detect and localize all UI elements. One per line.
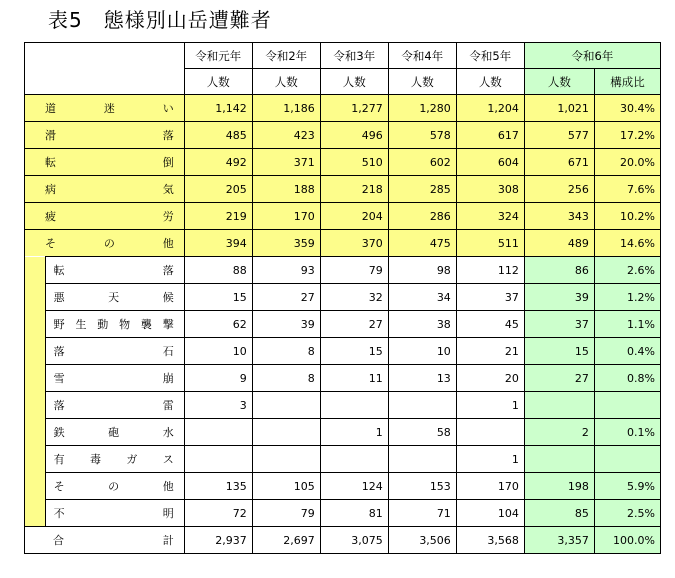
row-label-char: 候 [162,291,174,304]
count-cell: 21 [456,338,524,365]
ratio-cell: 0.4% [594,338,660,365]
count-cell: 170 [252,203,320,230]
row-label-text [53,532,174,548]
subcategory-row [25,284,661,311]
ratio-cell: 2.5% [594,500,660,527]
count-cell: 371 [252,149,320,176]
ratio-cell: 0.8% [594,365,660,392]
count-cell: 256 [524,176,594,203]
ratio-cell: 7.6% [594,176,660,203]
row-label-text [54,451,174,467]
subcategory-label [45,365,184,392]
row-label-char: 襲 [140,318,152,331]
row-label-text [54,370,174,386]
ratio-cell: 5.9% [594,473,660,500]
row-label-text [45,181,174,197]
count-cell: 81 [320,500,388,527]
category-row [25,176,661,203]
row-label-char: 雷 [162,399,174,412]
row-label-char: 有 [53,453,65,466]
subcategory-row [25,365,661,392]
row-label-char: 計 [162,534,174,547]
row-label-text [45,127,174,143]
total-count-cell: 3,357 [524,527,594,554]
row-label-char: 疲 [45,210,56,223]
subcategory-label [45,500,184,527]
subcategory-row [25,473,661,500]
count-cell: 475 [388,230,456,257]
count-cell: 188 [252,176,320,203]
count-cell: 39 [524,284,594,311]
count-cell: 58 [388,419,456,446]
count-cell: 72 [184,500,252,527]
count-cell: 423 [252,122,320,149]
count-cell: 489 [524,230,594,257]
count-cell: 205 [184,176,252,203]
header-count: 人数 [456,69,524,95]
count-cell: 86 [524,257,594,284]
row-label-char: 悪 [53,291,65,304]
category-row [25,122,661,149]
total-row [25,527,661,554]
row-label-char: 動 [97,318,109,331]
row-label-char: ガ [126,453,138,466]
category-label [25,176,185,203]
row-label-char: 合 [53,534,64,547]
header-ratio: 構成比 [594,69,660,95]
count-cell: 1,204 [456,95,524,122]
count-cell [388,392,456,419]
count-cell: 39 [252,311,320,338]
count-cell: 93 [252,257,320,284]
count-cell [252,446,320,473]
ratio-cell: 0.1% [594,419,660,446]
row-label-char: ス [162,453,174,466]
subcategory-row [25,419,661,446]
count-cell [184,419,252,446]
row-label-char: 生 [75,318,87,331]
row-label-text [54,316,174,332]
row-label-char: 明 [162,507,174,520]
count-cell: 10 [184,338,252,365]
header-corner-cell [25,43,185,95]
subcategory-row [25,338,661,365]
category-row [25,149,661,176]
subcategory-row [25,257,661,284]
row-label-char: 落 [53,345,65,358]
count-cell: 1 [320,419,388,446]
row-label-text [45,154,174,170]
row-label-text [45,208,174,224]
row-label-char: 落 [162,129,174,142]
header-count: 人数 [388,69,456,95]
category-label [25,149,185,176]
header-count: 人数 [320,69,388,95]
count-cell: 105 [252,473,320,500]
count-cell: 88 [184,257,252,284]
count-cell: 308 [456,176,524,203]
subcategory-row [25,500,661,527]
row-label-char: 倒 [162,156,174,169]
ratio-cell [594,446,660,473]
row-label-char: 砲 [108,426,120,439]
row-label-char: 他 [162,480,174,493]
count-cell: 27 [252,284,320,311]
total-count-cell: 3,075 [320,527,388,554]
indent-bar [25,446,46,473]
row-label-char: 撃 [162,318,174,331]
count-cell: 8 [252,365,320,392]
count-cell: 27 [320,311,388,338]
count-cell [320,392,388,419]
row-label-char: の [103,237,115,250]
total-label [25,527,185,554]
ratio-cell: 1.1% [594,311,660,338]
count-cell: 1 [456,392,524,419]
count-cell: 394 [184,230,252,257]
row-label-char: 野 [53,318,65,331]
total-count-cell: 2,937 [184,527,252,554]
row-label-text [54,289,174,305]
header-year: 令和5年 [456,43,524,69]
row-label-char: 気 [162,183,174,196]
count-cell: 71 [388,500,456,527]
count-cell: 170 [456,473,524,500]
count-cell: 359 [252,230,320,257]
count-cell: 38 [388,311,456,338]
row-label-char: そ [45,237,56,250]
indent-bar [25,365,46,392]
count-cell: 13 [388,365,456,392]
indent-bar [25,257,46,284]
subcategory-row [25,311,661,338]
indent-bar [25,419,46,446]
total-count-cell: 3,506 [388,527,456,554]
row-label-char: 崩 [162,372,174,385]
count-cell: 37 [456,284,524,311]
count-cell: 285 [388,176,456,203]
count-cell: 343 [524,203,594,230]
row-label-char: い [162,102,174,115]
count-cell: 9 [184,365,252,392]
indent-bar [25,473,46,500]
category-row [25,203,661,230]
count-cell: 153 [388,473,456,500]
count-cell: 1,186 [252,95,320,122]
row-label-text [54,397,174,413]
count-cell: 34 [388,284,456,311]
mountain-accident-table [24,42,661,554]
indent-bar [25,311,46,338]
indent-bar [25,284,46,311]
row-label-char: 天 [108,291,120,304]
header-count: 人数 [524,69,594,95]
count-cell: 671 [524,149,594,176]
subcategory-label [45,284,184,311]
row-label-char: 滑 [45,129,56,142]
row-label-char: 物 [119,318,131,331]
ratio-cell: 10.2% [594,203,660,230]
count-cell [388,446,456,473]
row-label-char: 労 [162,210,174,223]
subcategory-label [45,392,184,419]
count-cell: 124 [320,473,388,500]
count-cell: 104 [456,500,524,527]
count-cell: 27 [524,365,594,392]
subcategory-label [45,419,184,446]
header-year: 令和元年 [184,43,252,69]
total-ratio-cell: 100.0% [594,527,660,554]
header-year: 令和4年 [388,43,456,69]
row-label-char: 道 [45,102,56,115]
count-cell: 492 [184,149,252,176]
count-cell: 37 [524,311,594,338]
row-label-text [54,424,174,440]
subcategory-row [25,392,661,419]
ratio-cell [594,392,660,419]
header-year: 令和2年 [252,43,320,69]
row-label-char: 石 [162,345,174,358]
row-label-char: 転 [53,264,65,277]
header-count: 人数 [184,69,252,95]
row-label-char: 鉄 [53,426,65,439]
row-label-text [45,235,174,251]
row-label-char: 転 [45,156,56,169]
count-cell: 577 [524,122,594,149]
count-cell: 286 [388,203,456,230]
count-cell [320,446,388,473]
count-cell: 604 [456,149,524,176]
count-cell: 1,142 [184,95,252,122]
category-label [25,122,185,149]
header-year: 令和3年 [320,43,388,69]
count-cell: 15 [184,284,252,311]
header-row-years [25,43,661,69]
category-row [25,95,661,122]
count-cell [252,392,320,419]
count-cell [524,446,594,473]
row-label-char: 病 [45,183,56,196]
count-cell: 1,021 [524,95,594,122]
count-cell: 45 [456,311,524,338]
count-cell: 1,280 [388,95,456,122]
ratio-cell: 20.0% [594,149,660,176]
total-count-cell: 3,568 [456,527,524,554]
count-cell: 204 [320,203,388,230]
row-label-char: 他 [162,237,174,250]
count-cell: 511 [456,230,524,257]
category-label [25,203,185,230]
indent-bar [25,500,46,527]
ratio-cell: 14.6% [594,230,660,257]
count-cell: 8 [252,338,320,365]
count-cell: 11 [320,365,388,392]
row-label-char: 迷 [103,102,115,115]
row-label-char: の [108,480,120,493]
count-cell: 62 [184,311,252,338]
row-label-text [54,505,174,521]
count-cell: 3 [184,392,252,419]
row-label-text [54,478,174,494]
row-label-text [54,262,174,278]
count-cell: 135 [184,473,252,500]
count-cell: 20 [456,365,524,392]
indent-bar [25,338,46,365]
count-cell: 370 [320,230,388,257]
count-cell: 496 [320,122,388,149]
category-label [25,230,185,257]
count-cell [184,446,252,473]
count-cell: 15 [524,338,594,365]
row-label-char: そ [53,480,65,493]
row-label-char: 不 [53,507,65,520]
count-cell: 218 [320,176,388,203]
row-label-char: 雪 [53,372,65,385]
row-label-char: 毒 [89,453,101,466]
count-cell: 79 [252,500,320,527]
total-count-cell: 2,697 [252,527,320,554]
row-label-text [45,100,174,116]
header-latest-year: 令和6年 [524,43,660,69]
subcategory-label [45,473,184,500]
ratio-cell: 1.2% [594,284,660,311]
count-cell [252,419,320,446]
count-cell: 578 [388,122,456,149]
subcategory-label [45,338,184,365]
row-label-text [54,343,174,359]
count-cell: 602 [388,149,456,176]
count-cell: 617 [456,122,524,149]
subcategory-label [45,257,184,284]
count-cell: 85 [524,500,594,527]
count-cell: 2 [524,419,594,446]
count-cell: 15 [320,338,388,365]
ratio-cell: 17.2% [594,122,660,149]
subcategory-label [45,311,184,338]
header-count: 人数 [252,69,320,95]
row-label-char: 落 [53,399,65,412]
count-cell: 98 [388,257,456,284]
ratio-cell: 30.4% [594,95,660,122]
count-cell: 79 [320,257,388,284]
table-title: 表5 態様別山岳遭難者 [48,8,272,32]
indent-bar [25,392,46,419]
count-cell: 112 [456,257,524,284]
count-cell [456,419,524,446]
count-cell [524,392,594,419]
category-label [25,95,185,122]
count-cell: 485 [184,122,252,149]
count-cell: 32 [320,284,388,311]
count-cell: 10 [388,338,456,365]
ratio-cell: 2.6% [594,257,660,284]
count-cell: 1,277 [320,95,388,122]
count-cell: 510 [320,149,388,176]
count-cell: 219 [184,203,252,230]
count-cell: 198 [524,473,594,500]
row-label-char: 水 [162,426,174,439]
count-cell: 1 [456,446,524,473]
subcategory-label [45,446,184,473]
subcategory-row [25,446,661,473]
row-label-char: 落 [162,264,174,277]
category-row [25,230,661,257]
count-cell: 324 [456,203,524,230]
